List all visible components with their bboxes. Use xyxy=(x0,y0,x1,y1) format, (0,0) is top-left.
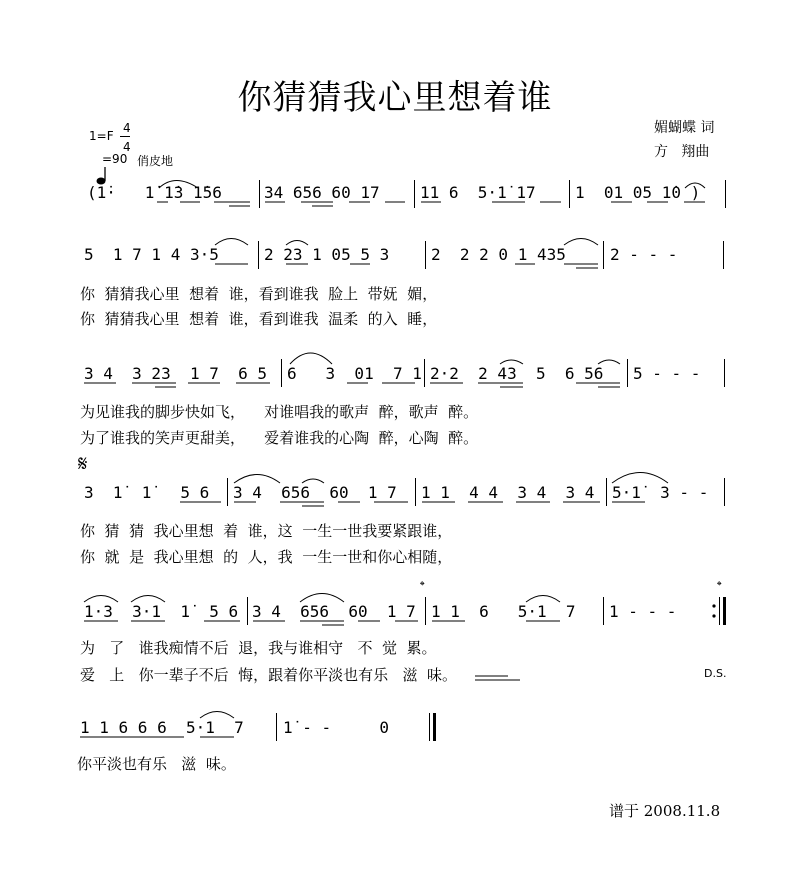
time-signature-bottom: 4 xyxy=(123,140,131,154)
page-title: 你猜猜我心里想着谁 xyxy=(237,78,553,118)
line1-measure1: (1̇· 1̇ 1̇3 1̇56 xyxy=(87,183,222,202)
line5-lyric-verse2: 爱 上 你一辈子不后 悔，跟着你平淡也有乐 滋 味。 xyxy=(80,666,457,684)
line4-lyric-verse2: 你 就 是 我心里想 的 人，我 一生一世和你心相随， xyxy=(80,548,453,566)
line3-measure1: 3 4 3 23 1 7 6 5 xyxy=(84,364,268,383)
line2-measure3: 2 2 2 0 1 435 xyxy=(431,245,566,264)
line6-measure1: 1 1 6 6 6 5·1 7 xyxy=(80,718,244,737)
line3-measure2: 6 3 01 7 1 xyxy=(287,364,422,383)
slur xyxy=(612,473,668,484)
line2-lyric-verse1: 你 猜猜我心里 想着 谁，看到谁我 脸上 带妩 媚， xyxy=(80,285,438,303)
slur xyxy=(290,353,332,364)
line6-lyric: 你平淡也有乐 滋 味。 xyxy=(77,755,236,773)
slur xyxy=(159,181,198,189)
line5-measure4: 1 - - - xyxy=(609,602,677,621)
slur xyxy=(200,712,234,719)
line2-lyric-verse2: 你 猜猜我心里 想着 谁，看到谁我 温柔 的入 睡， xyxy=(80,310,438,328)
line5-measure3: 1 1 6 5·1 7 xyxy=(431,602,576,621)
key-signature: 1=F xyxy=(89,129,114,143)
tempo-marking: =90 xyxy=(102,152,128,166)
line1-measure4: 1 01 05 1̇0 ) xyxy=(575,183,701,202)
line4-measure1: 3 1̇ 1̇ 5 6 xyxy=(84,483,210,502)
slur xyxy=(598,360,620,364)
line2-measure2: 2 23 1 05 5 3 xyxy=(264,245,390,264)
line3-lyric-verse2: 为了谁我的笑声更甜美， 爱着谁我的心陶 醉，心陶 醉。 xyxy=(80,429,479,447)
line5-measure2: 3 4 656 60 1 7 xyxy=(252,602,416,621)
composer-credit: 方 翔曲 xyxy=(654,144,710,160)
line3-lyric-verse1: 为见谁我的脚步快如飞， 对谁唱我的歌声 醉，歌声 醉。 xyxy=(80,403,479,421)
slur xyxy=(84,596,118,603)
slur xyxy=(286,241,308,246)
line2-measure1: 5 1 7 1 4 3·5 xyxy=(84,245,219,264)
line2-measure4: 2 - - - xyxy=(610,245,678,264)
slur xyxy=(131,596,165,603)
composition-date: 谱于 2008.11.8 xyxy=(609,802,721,820)
repeat-dot xyxy=(712,614,715,617)
line4-lyric-verse1: 你 猜 猜 我心里想 着 谁，这 一生一世我要紧跟谁， xyxy=(80,522,453,540)
line1-measure2: 34 656 60 17 xyxy=(264,183,380,202)
time-signature-top: 4 xyxy=(123,121,131,135)
repeat-dot xyxy=(712,604,715,607)
line4-measure4: 5·1̇ 3 - - xyxy=(612,483,709,502)
slur xyxy=(300,594,344,603)
segno-icon: 𝄋 xyxy=(78,452,88,477)
coda-icon: 𝄌 xyxy=(420,579,425,594)
line1-measure3: 11 6 5·1̇ 17 xyxy=(420,183,536,202)
line4-measure3: 1 1 4 4 3 4 3 4 xyxy=(421,483,595,502)
dal-segno-marking: D.S. xyxy=(704,667,727,680)
slur xyxy=(500,360,523,364)
slur xyxy=(526,596,560,603)
coda-icon: 𝄌 xyxy=(717,579,722,594)
slur xyxy=(234,475,280,484)
slur xyxy=(564,239,598,246)
line3-measure4: 5 - - - xyxy=(633,364,701,383)
line4-measure2: 3 4 656 60 1 7 xyxy=(233,483,397,502)
line5-measure1: 1·3 3·1 1̇ 5 6 xyxy=(84,602,239,621)
slur xyxy=(302,479,324,483)
slur xyxy=(685,183,705,188)
expression-marking: 俏皮地 xyxy=(137,154,174,168)
line5-lyric-verse1: 为 了 谁我痴情不后 退，我与谁相守 不 觉 累。 xyxy=(80,639,437,657)
line6-measure2: 1̇ - - 0 xyxy=(283,718,389,737)
slur xyxy=(215,239,248,246)
lyricist-credit: 媚蝴蝶 词 xyxy=(654,120,715,136)
line3-measure3: 2·2 2 43 5 6 56 xyxy=(430,364,604,383)
